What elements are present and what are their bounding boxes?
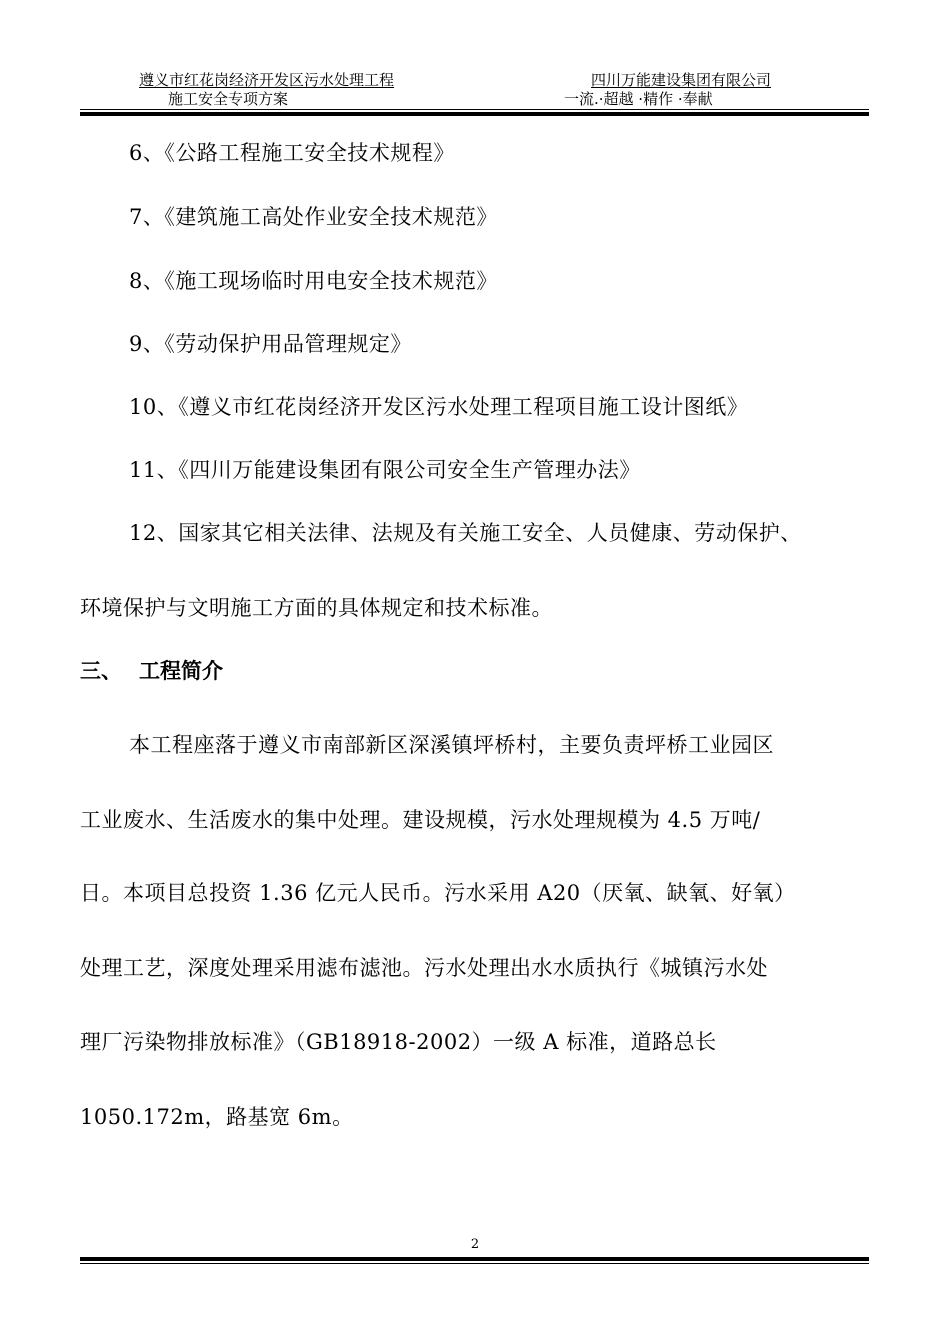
header-slogan: 一流.·超越 ·精作 ·奉献 [564,90,713,108]
header-company-name: 四川万能建设集团有限公司 [591,71,772,89]
reference-item-6: 6、《公路工程施工安全技术规程》 [129,141,455,165]
reference-item-12-line1: 12、国家其它相关法律、法规及有关施工安全、人员健康、劳动保护、 [129,521,802,545]
page-number: 2 [470,1237,480,1252]
header-rule-thick [80,112,869,116]
reference-item-11: 11、《四川万能建设集团有限公司安全生产管理办法》 [129,458,641,482]
body-line-6: 1050.172m，路基宽 6m。 [80,1105,354,1129]
reference-item-9: 9、《劳动保护用品管理规定》 [129,332,412,356]
header-rule-thin [80,109,869,110]
footer-rule-thick [80,1257,869,1261]
footer-rule-thin [80,1263,869,1264]
body-line-4: 处理工艺，深度处理采用滤布滤池。污水处理出水水质执行《城镇污水处 [80,956,768,980]
body-line-2: 工业废水、生活废水的集中处理。建设规模，污水处理规模为 4.5 万吨/ [80,808,761,832]
section-title: 工程简介 [139,659,223,683]
reference-item-10: 10、《遵义市红花岗经济开发区污水处理工程项目施工设计图纸》 [129,395,749,419]
body-line-1: 本工程座落于遵义市南部新区深溪镇坪桥村，主要负责坪桥工业园区 [129,733,774,757]
body-line-5: 理厂污染物排放标准》（GB18918-2002）一级 A 标准，道路总长 [80,1030,717,1054]
body-line-3: 日。本项目总投资 1.36 亿元人民币。污水采用 A20（厌氧、缺氧、好氧） [80,881,796,905]
header-document-type: 施工安全专项方案 [168,90,289,108]
reference-item-12-line2: 环境保护与文明施工方面的具体规定和技术标准。 [80,596,553,620]
section-number: 三、 [80,659,122,683]
reference-item-7: 7、《建筑施工高处作业安全技术规范》 [129,205,498,229]
reference-item-8: 8、《施工现场临时用电安全技术规范》 [129,269,498,293]
header-project-title: 遵义市红花岗经济开发区污水处理工程 [139,71,395,89]
